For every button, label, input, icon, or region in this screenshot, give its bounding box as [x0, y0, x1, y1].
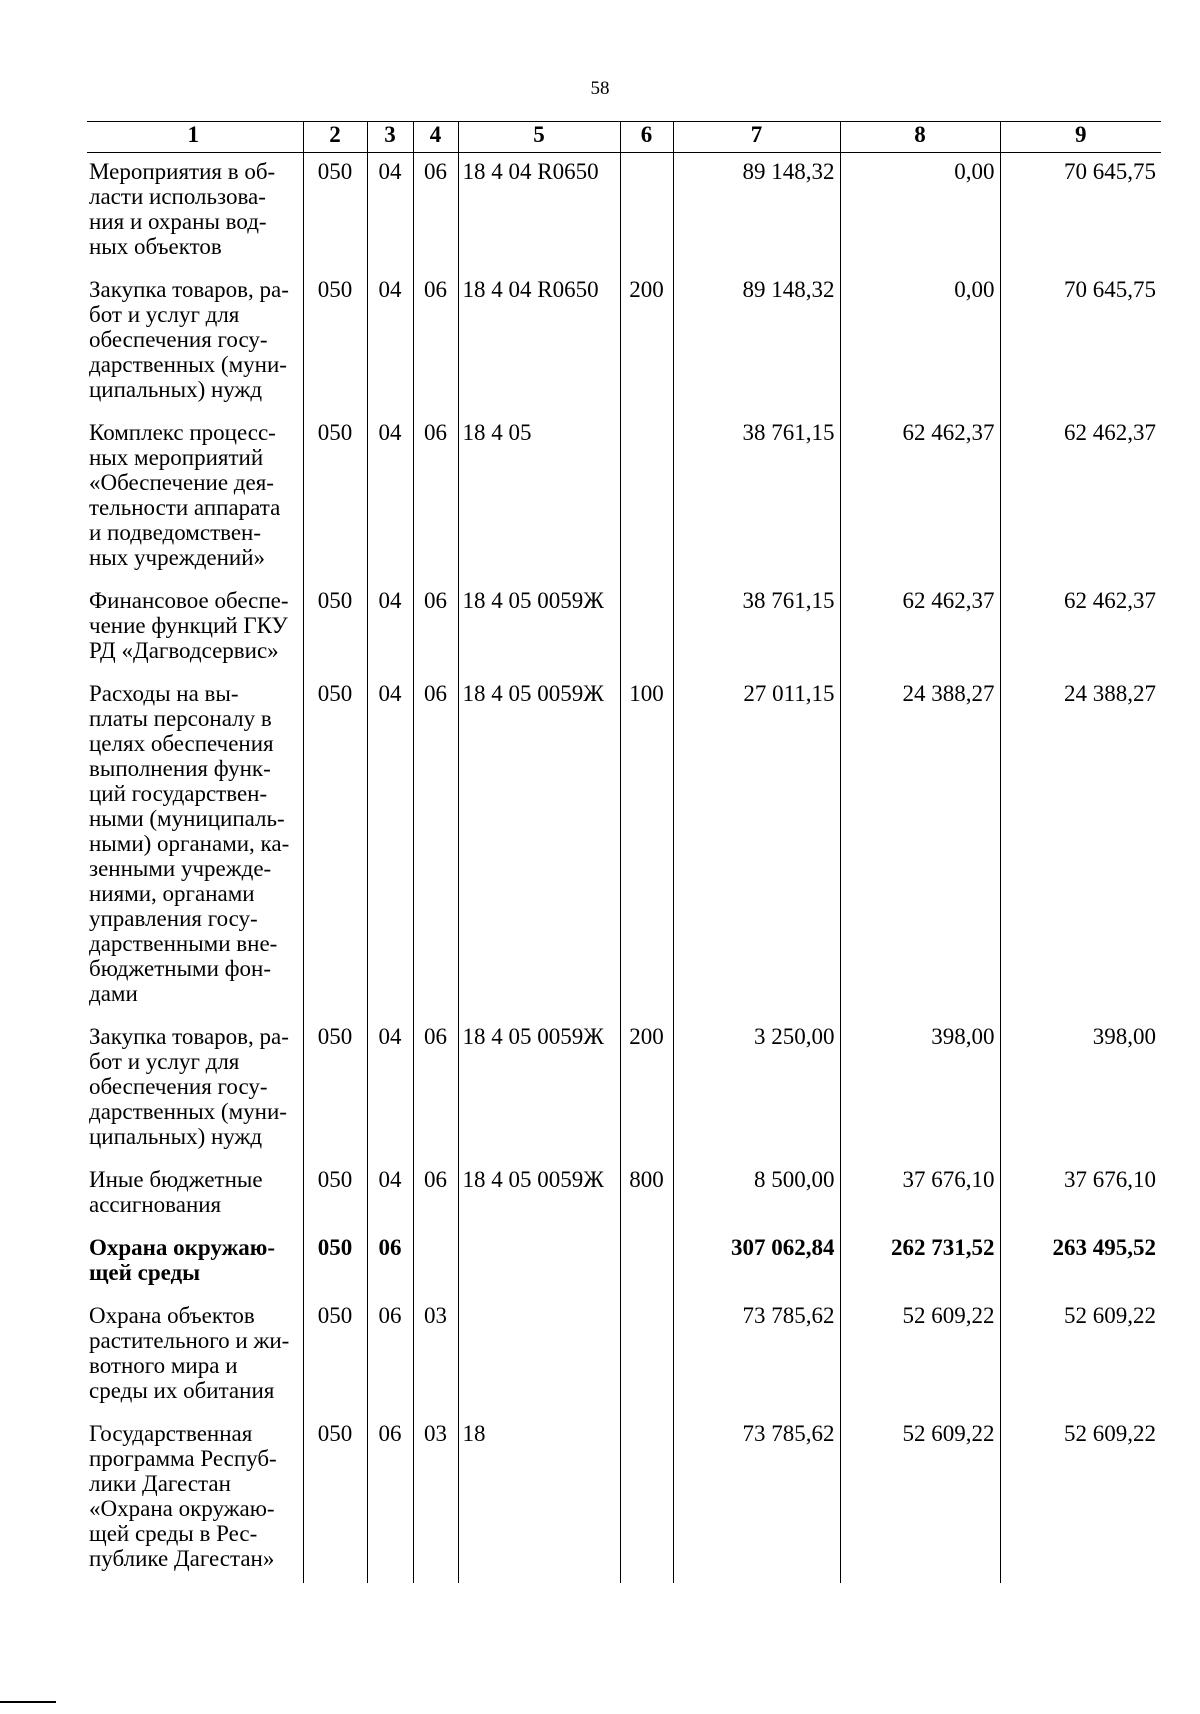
- row-name: Закупка товаров, ра- бот и услуг для обеспечения госу- дарственных (муни- ципальных) нужд: [87, 271, 303, 414]
- row-code-admin: 050: [303, 414, 367, 582]
- col-header-1: 1: [87, 122, 303, 153]
- row-amount-9: 62 462,37: [1000, 414, 1161, 582]
- row-amount-9: 52 609,22: [1000, 1297, 1161, 1415]
- row-amount-8: 52 609,22: [840, 1297, 1000, 1415]
- row-code-target: 18 4 05 0059Ж: [458, 582, 620, 675]
- table-row: [87, 271, 1161, 414]
- budget-table: [87, 121, 1161, 1583]
- row-code-section: 04: [367, 1018, 413, 1161]
- table-row: [87, 675, 1161, 1018]
- row-amount-7: 8 500,00: [673, 1161, 840, 1229]
- row-amount-9: 62 462,37: [1000, 582, 1161, 675]
- row-amount-7: 3 250,00: [673, 1018, 840, 1161]
- row-code-expense-type: [620, 153, 673, 272]
- row-code-target: [458, 1297, 620, 1415]
- table-row: [87, 1229, 1161, 1297]
- row-code-expense-type: 800: [620, 1161, 673, 1229]
- row-amount-8: 24 388,27: [840, 675, 1000, 1018]
- row-amount-9: 263 495,52: [1000, 1229, 1161, 1297]
- row-code-expense-type: [620, 1297, 673, 1415]
- table-row: [87, 1161, 1161, 1229]
- row-code-admin: 050: [303, 153, 367, 272]
- row-code-subsection: 03: [413, 1297, 458, 1415]
- row-amount-8: 398,00: [840, 1018, 1000, 1161]
- row-amount-8: 52 609,22: [840, 1415, 1000, 1583]
- row-amount-7: 73 785,62: [673, 1297, 840, 1415]
- row-name: Комплекс процесс- ных мероприятий «Обеспечение дея- тельности аппарата и подведомствен- ных учреждений»: [87, 414, 303, 582]
- page-number: 58: [590, 78, 610, 99]
- row-amount-7: 38 761,15: [673, 414, 840, 582]
- row-code-target: 18 4 05 0059Ж: [458, 1161, 620, 1229]
- row-amount-9: 52 609,22: [1000, 1415, 1161, 1583]
- row-code-expense-type: 100: [620, 675, 673, 1018]
- row-amount-7: 73 785,62: [673, 1415, 840, 1583]
- row-code-section: 04: [367, 675, 413, 1018]
- row-name: Охрана окружаю- щей среды: [87, 1229, 303, 1297]
- row-code-admin: 050: [303, 582, 367, 675]
- row-code-subsection: 06: [413, 1161, 458, 1229]
- table-row: [87, 1415, 1161, 1583]
- col-header-8: 8: [840, 122, 1000, 153]
- table-row: [87, 153, 1161, 272]
- row-name: Охрана объектов растительного и жи- вотного мира и среды их обитания: [87, 1297, 303, 1415]
- row-amount-9: 24 388,27: [1000, 675, 1161, 1018]
- row-code-admin: 050: [303, 675, 367, 1018]
- row-code-subsection: 06: [413, 1018, 458, 1161]
- row-name: Государственная программа Респуб- лики Дагестан «Охрана окружаю- щей среды в Рес- публике Дагестан»: [87, 1415, 303, 1583]
- row-code-section: 04: [367, 1161, 413, 1229]
- row-amount-8: 62 462,37: [840, 582, 1000, 675]
- row-name: Расходы на вы- платы персоналу в целях обеспечения выполнения функ- ций государствен- ными (муниципаль- ными) органами, ка- зенными учрежде- ниями, органами управления госу- дарственными вне- бюджетными фон- дами: [87, 675, 303, 1018]
- row-code-section: 06: [367, 1297, 413, 1415]
- row-code-expense-type: 200: [620, 1018, 673, 1161]
- row-amount-8: 37 676,10: [840, 1161, 1000, 1229]
- row-code-target: 18 4 05 0059Ж: [458, 1018, 620, 1161]
- row-code-section: 06: [367, 1415, 413, 1583]
- row-name: Финансовое обеспе- чение функций ГКУ РД «Дагводсервис»: [87, 582, 303, 675]
- row-amount-8: 0,00: [840, 153, 1000, 272]
- row-amount-7: 89 148,32: [673, 153, 840, 272]
- table-row: [87, 1018, 1161, 1161]
- row-code-target: 18 4 04 R0650: [458, 153, 620, 272]
- col-header-9: 9: [1000, 122, 1161, 153]
- row-name: Закупка товаров, ра- бот и услуг для обеспечения госу- дарственных (муни- ципальных) нужд: [87, 1018, 303, 1161]
- row-code-section: 06: [367, 1229, 413, 1297]
- row-name: Иные бюджетные ассигнования: [87, 1161, 303, 1229]
- row-code-subsection: 06: [413, 582, 458, 675]
- row-code-admin: 050: [303, 1018, 367, 1161]
- row-code-subsection: 06: [413, 675, 458, 1018]
- row-amount-9: 70 645,75: [1000, 153, 1161, 272]
- row-amount-8: 262 731,52: [840, 1229, 1000, 1297]
- row-code-subsection: [413, 1229, 458, 1297]
- table-body: [87, 153, 1161, 1584]
- col-header-5: 5: [458, 122, 620, 153]
- row-amount-7: 307 062,84: [673, 1229, 840, 1297]
- row-code-subsection: 06: [413, 271, 458, 414]
- table-row: [87, 414, 1161, 582]
- row-code-subsection: 06: [413, 153, 458, 272]
- row-code-subsection: 03: [413, 1415, 458, 1583]
- row-code-target: 18 4 04 R0650: [458, 271, 620, 414]
- col-header-6: 6: [620, 122, 673, 153]
- table-row: [87, 1297, 1161, 1415]
- row-code-admin: 050: [303, 1229, 367, 1297]
- row-amount-8: 62 462,37: [840, 414, 1000, 582]
- row-code-admin: 050: [303, 1297, 367, 1415]
- row-code-section: 04: [367, 582, 413, 675]
- row-code-expense-type: [620, 1229, 673, 1297]
- row-amount-9: 70 645,75: [1000, 271, 1161, 414]
- row-code-target: 18: [458, 1415, 620, 1583]
- row-code-subsection: 06: [413, 414, 458, 582]
- row-code-expense-type: [620, 414, 673, 582]
- row-code-expense-type: 200: [620, 271, 673, 414]
- row-amount-7: 27 011,15: [673, 675, 840, 1018]
- row-code-target: 18 4 05: [458, 414, 620, 582]
- row-amount-9: 37 676,10: [1000, 1161, 1161, 1229]
- row-code-admin: 050: [303, 1161, 367, 1229]
- row-code-target: 18 4 05 0059Ж: [458, 675, 620, 1018]
- row-code-expense-type: [620, 1415, 673, 1583]
- row-amount-8: 0,00: [840, 271, 1000, 414]
- col-header-7: 7: [673, 122, 840, 153]
- scan-edge-mark: [0, 1701, 56, 1703]
- row-name: Мероприятия в об- ласти использова- ния и охраны вод- ных объектов: [87, 153, 303, 272]
- col-header-2: 2: [303, 122, 367, 153]
- col-header-4: 4: [413, 122, 458, 153]
- row-code-expense-type: [620, 582, 673, 675]
- row-code-admin: 050: [303, 1415, 367, 1583]
- row-amount-7: 89 148,32: [673, 271, 840, 414]
- row-code-admin: 050: [303, 271, 367, 414]
- col-header-3: 3: [367, 122, 413, 153]
- row-amount-7: 38 761,15: [673, 582, 840, 675]
- header-row: [87, 122, 1161, 153]
- row-code-target: [458, 1229, 620, 1297]
- row-code-section: 04: [367, 271, 413, 414]
- table-row: [87, 582, 1161, 675]
- row-amount-9: 398,00: [1000, 1018, 1161, 1161]
- row-code-section: 04: [367, 414, 413, 582]
- row-code-section: 04: [367, 153, 413, 272]
